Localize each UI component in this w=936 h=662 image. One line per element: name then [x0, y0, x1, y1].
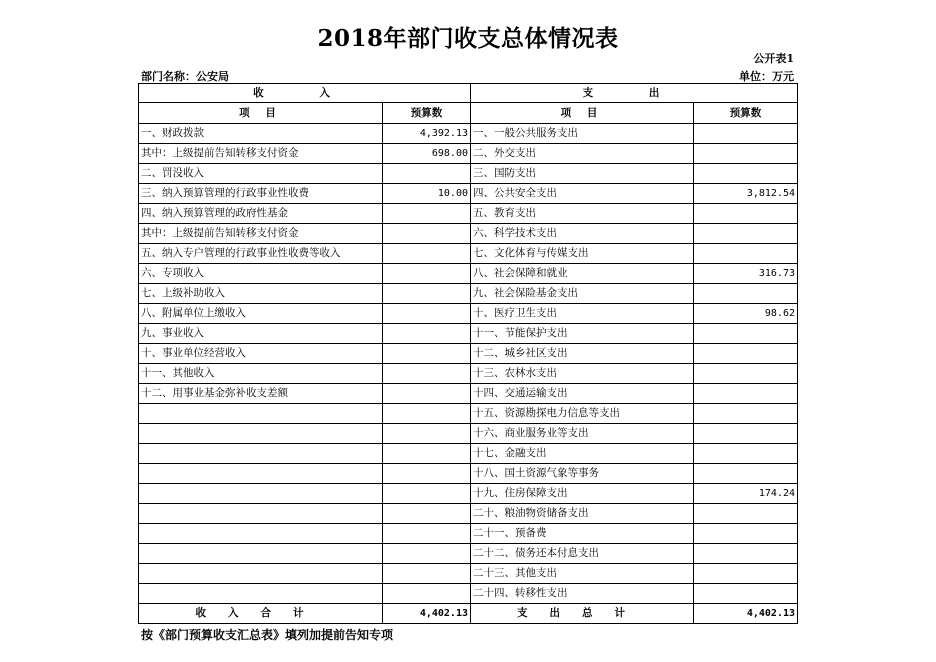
- expense-item-header: [471, 103, 694, 124]
- income-item-cell: [139, 464, 383, 484]
- expense-item-cell: 五、教育支出: [471, 204, 694, 224]
- income-item-cell: 其中：上级提前告知转移支付资金: [139, 144, 383, 164]
- table-row: [139, 484, 798, 504]
- table-row: [139, 564, 798, 584]
- income-value-cell: [383, 164, 471, 184]
- form-number: 公开表1: [753, 52, 794, 65]
- header-row-columns: [139, 103, 798, 124]
- expense-value-cell: [694, 564, 798, 584]
- table-row: [139, 144, 798, 164]
- table-row: [139, 504, 798, 524]
- expense-total-label: 支出总计: [517, 607, 647, 619]
- expense-total-label-cell: [471, 604, 694, 624]
- expense-budget-header: 预算数: [694, 103, 798, 124]
- income-item-cell: 其中：上级提前告知转移支付资金: [139, 224, 383, 244]
- income-value-cell: [383, 264, 471, 284]
- expense-item-cell: 二十四、转移性支出: [471, 584, 694, 604]
- table-row: [139, 244, 798, 264]
- expense-value-cell: 98.62: [694, 304, 798, 324]
- table-row: [139, 124, 798, 144]
- income-item-cell: 二、罚没收入: [139, 164, 383, 184]
- income-item-cell: 十、事业单位经营收入: [139, 344, 383, 364]
- header-row-section: [139, 84, 798, 103]
- table-row: [139, 224, 798, 244]
- income-item-cell: 四、纳入预算管理的政府性基金: [139, 204, 383, 224]
- income-item-cell: 五、纳入专户管理的行政事业性收费等收入: [139, 244, 383, 264]
- income-value-cell: [383, 544, 471, 564]
- page-title: 2018年部门收支总体情况表: [317, 25, 619, 52]
- table-row: [139, 444, 798, 464]
- income-item-cell: [139, 504, 383, 524]
- income-value-cell: [383, 384, 471, 404]
- income-item-header: [139, 103, 383, 124]
- income-value-cell: 698.00: [383, 144, 471, 164]
- expense-item-cell: 七、文化体育与传媒支出: [471, 244, 694, 264]
- expense-item-cell: 十六、商业服务业等支出: [471, 424, 694, 444]
- totals-row: [139, 604, 798, 624]
- income-value-cell: [383, 364, 471, 384]
- income-total-value: 4,402.13: [383, 604, 471, 624]
- expense-value-cell: [694, 324, 798, 344]
- table-row: [139, 204, 798, 224]
- income-item-cell: 十二、用事业基金弥补收支差额: [139, 384, 383, 404]
- table-row: [139, 544, 798, 564]
- expense-value-cell: [694, 504, 798, 524]
- expense-value-cell: [694, 344, 798, 364]
- income-value-cell: [383, 504, 471, 524]
- income-item-cell: 一、财政拨款: [139, 124, 383, 144]
- income-value-cell: [383, 204, 471, 224]
- table-row: [139, 464, 798, 484]
- expense-value-cell: [694, 144, 798, 164]
- expense-item-cell: 八、社会保障和就业: [471, 264, 694, 284]
- expense-value-cell: [694, 544, 798, 564]
- income-value-cell: 4,392.13: [383, 124, 471, 144]
- table-row: [139, 384, 798, 404]
- income-item-cell: [139, 584, 383, 604]
- income-value-cell: [383, 224, 471, 244]
- income-total-label: 收入合计: [195, 607, 326, 619]
- income-item-cell: [139, 404, 383, 424]
- income-value-cell: [383, 564, 471, 584]
- income-value-cell: [383, 404, 471, 424]
- income-item-cell: 三、纳入预算管理的行政事业性收费: [139, 184, 383, 204]
- footnote: 按《部门预算收支汇总表》填列加提前告知专项: [141, 628, 394, 642]
- income-value-cell: [383, 444, 471, 464]
- expense-total-value: 4,402.13: [694, 604, 798, 624]
- expense-value-cell: [694, 444, 798, 464]
- table-row: [139, 364, 798, 384]
- expense-header: [471, 84, 798, 103]
- income-header: [139, 84, 471, 103]
- expense-value-cell: [694, 244, 798, 264]
- expense-item-cell: 一、一般公共服务支出: [471, 124, 694, 144]
- expense-item-cell: 十四、交通运输支出: [471, 384, 694, 404]
- expense-item-cell: 二十三、其他支出: [471, 564, 694, 584]
- income-value-cell: [383, 524, 471, 544]
- income-item-header-label: 项 目: [239, 107, 282, 119]
- expense-value-cell: [694, 524, 798, 544]
- income-item-cell: 九、事业收入: [139, 324, 383, 344]
- expense-item-cell: 十二、城乡社区支出: [471, 344, 694, 364]
- income-header-label: 收 入: [253, 87, 356, 99]
- table-row: [139, 264, 798, 284]
- income-item-cell: [139, 544, 383, 564]
- expense-item-cell: 四、公共安全支出: [471, 184, 694, 204]
- expense-item-cell: 十九、住房保障支出: [471, 484, 694, 504]
- expense-header-label: 支 出: [582, 87, 686, 99]
- income-value-cell: [383, 464, 471, 484]
- expense-value-cell: [694, 284, 798, 304]
- expense-value-cell: [694, 404, 798, 424]
- expense-item-header-label: 项 目: [560, 107, 604, 119]
- expense-value-cell: [694, 224, 798, 244]
- expense-item-cell: 十七、金融支出: [471, 444, 694, 464]
- table-row: [139, 284, 798, 304]
- expense-value-cell: [694, 364, 798, 384]
- expense-item-cell: 二十二、债务还本付息支出: [471, 544, 694, 564]
- expense-item-cell: 九、社会保险基金支出: [471, 284, 694, 304]
- table-row: [139, 524, 798, 544]
- expense-item-cell: 十五、资源勘探电力信息等支出: [471, 404, 694, 424]
- table-row: [139, 164, 798, 184]
- income-value-cell: [383, 324, 471, 344]
- table-row: [139, 584, 798, 604]
- income-total-label-cell: [139, 604, 383, 624]
- income-value-cell: [383, 584, 471, 604]
- expense-value-cell: [694, 584, 798, 604]
- income-value-cell: [383, 344, 471, 364]
- expense-item-cell: 二十、粮油物资储备支出: [471, 504, 694, 524]
- expense-value-cell: [694, 424, 798, 444]
- expense-value-cell: 3,812.54: [694, 184, 798, 204]
- income-value-cell: [383, 284, 471, 304]
- income-item-cell: 八、附属单位上缴收入: [139, 304, 383, 324]
- income-item-cell: 十一、其他收入: [139, 364, 383, 384]
- income-item-cell: 七、上级补助收入: [139, 284, 383, 304]
- table-row: [139, 324, 798, 344]
- income-budget-header: 预算数: [383, 103, 471, 124]
- expense-item-cell: 二、外交支出: [471, 144, 694, 164]
- expense-item-cell: 十三、农林水支出: [471, 364, 694, 384]
- income-value-cell: [383, 244, 471, 264]
- table-row: [139, 304, 798, 324]
- table-row: [139, 424, 798, 444]
- expense-item-cell: 十八、国土资源气象等事务: [471, 464, 694, 484]
- unit-label: 单位：万元: [739, 70, 794, 83]
- income-item-cell: [139, 424, 383, 444]
- expense-value-cell: [694, 464, 798, 484]
- expense-value-cell: [694, 384, 798, 404]
- budget-table: [138, 83, 798, 624]
- income-value-cell: [383, 424, 471, 444]
- income-value-cell: [383, 484, 471, 504]
- table-row: [139, 344, 798, 364]
- income-value-cell: 10.00: [383, 184, 471, 204]
- expense-item-cell: 二十一、预备费: [471, 524, 694, 544]
- expense-item-cell: 六、科学技术支出: [471, 224, 694, 244]
- department-name: 部门名称：公安局: [141, 70, 229, 83]
- income-item-cell: [139, 444, 383, 464]
- income-item-cell: [139, 524, 383, 544]
- table-row: [139, 404, 798, 424]
- expense-value-cell: [694, 164, 798, 184]
- expense-item-cell: 三、国防支出: [471, 164, 694, 184]
- expense-value-cell: 174.24: [694, 484, 798, 504]
- table-row: [139, 184, 798, 204]
- expense-item-cell: 十一、节能保护支出: [471, 324, 694, 344]
- expense-value-cell: 316.73: [694, 264, 798, 284]
- expense-value-cell: [694, 204, 798, 224]
- income-item-cell: [139, 484, 383, 504]
- income-item-cell: 六、专项收入: [139, 264, 383, 284]
- income-item-cell: [139, 564, 383, 584]
- income-value-cell: [383, 304, 471, 324]
- expense-item-cell: 十、医疗卫生支出: [471, 304, 694, 324]
- expense-value-cell: [694, 124, 798, 144]
